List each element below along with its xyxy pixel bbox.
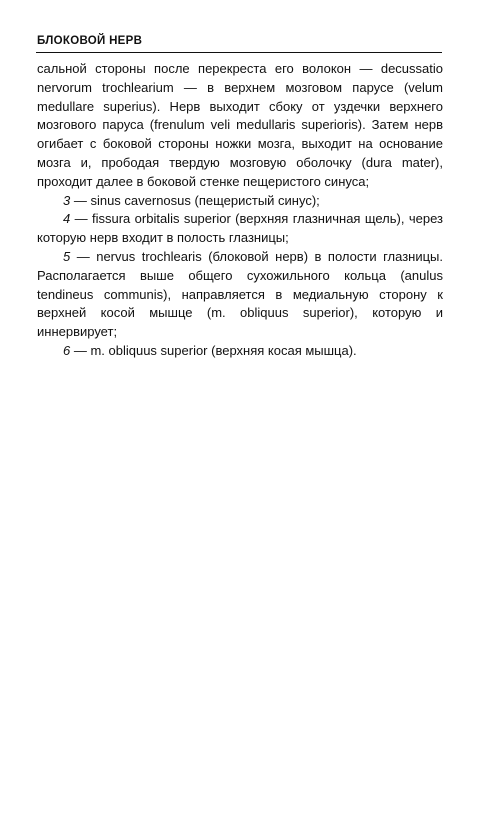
item-text: — fissura orbitalis superior (верхняя глазничная щель), через которую нерв входит в полость глазницы; <box>37 211 443 246</box>
body-text <box>37 60 443 361</box>
header-rule <box>36 52 442 53</box>
list-item-6 <box>37 342 443 361</box>
item-text: — m. obliquus superior (верхняя косая мышца). <box>70 342 357 358</box>
item-number: 5 <box>63 248 71 264</box>
list-item-5 <box>37 248 443 342</box>
running-head: БЛОКОВОЙ НЕРВ <box>37 35 143 47</box>
item-text: — sinus cavernosus (пещеристый синус); <box>70 192 320 208</box>
item-number: 3 <box>63 192 71 208</box>
item-number: 4 <box>63 211 71 227</box>
item-text: — nervus trochlearis (блоковой нерв) в полости глазницы. Располагается выше общего сухожильного кольца (anulus tendineus communis), направляется в медиальную сторону к верхней косой мышце (m. obliquus superior), которую и иннервирует; <box>37 248 443 340</box>
list-item-4 <box>37 210 443 248</box>
paragraph-continuation: сальной стороны после перекреста его волокон — decussatio nervorum trochlearium — в верхнем мозговом парусе (velum medullare superius). Нерв выходит сбоку от уздечки верхнего мозгового паруса (frenulum veli medullaris superioris). Затем нерв огибает с боковой стороны ножки мозга, выходит на основание мозга и, прободая твердую мозговую оболочку (dura mater), проходит далее в боковой стенке пещеристого синуса; <box>37 61 443 189</box>
item-number: 6 <box>63 342 71 358</box>
list-item-3 <box>37 192 443 211</box>
